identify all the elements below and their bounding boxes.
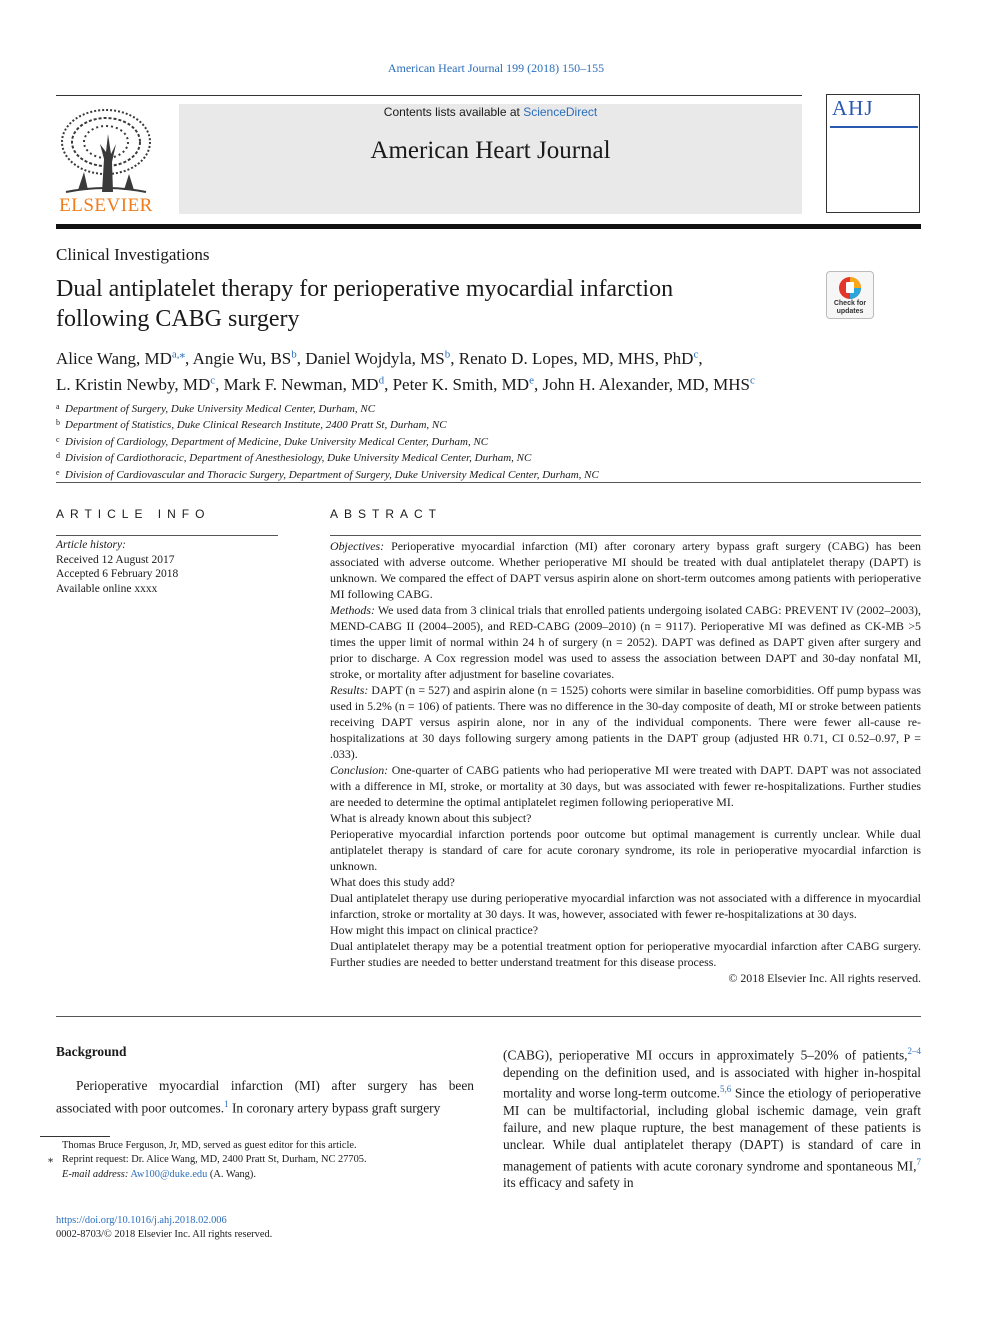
highlight-answer: Dual antiplatelet therapy may be a potential treatment option for perioperative myocardial infarction after CABG surgery. Further studies are needed to better understand treatment for this disease process. — [330, 939, 921, 969]
author: Alice Wang, $MD^{a,⁎}$, — [56, 348, 193, 368]
divider — [56, 535, 278, 536]
highlight-question: What does this study add? — [330, 875, 455, 889]
highlight-answer: Dual antiplatelet therapy use during perioperative myocardial infarction was not associated with a difference in myocardial infarction, stroke or mortality at 30 days. It was, however, associated with fewer re-hospitalizations at 30 days. — [330, 891, 921, 921]
affiliation: e Division of Cardiovascular and Thoracic Surgery, Department of Surgery, Duke University Medical Center, Durham, NC — [56, 467, 599, 481]
abstract-body — [330, 538, 921, 986]
crossmark-icon — [837, 275, 863, 301]
abstract-heading: ABSTRACT — [330, 507, 443, 521]
email-link[interactable]: Aw100@duke.edu — [130, 1168, 208, 1180]
highlight-question: What is already known about this subject? — [330, 811, 532, 825]
citation-link[interactable]: 7 — [916, 1156, 921, 1167]
header-top-rule — [56, 95, 802, 96]
body-column-right: (CABG), perioperative MI occurs in approximately 5–20% of patients,$^{2-4}$ depending on the definition used, and is associated with higher in-hospital mortality and worse long-term outcome.$^{5,6}$ Since the etiology of perioperative MI can be multifactorial, including global ischemic damage, vein graft failure, and new plaque rupture, the best management of these patients is unclear. While dual antiplatelet therapy (DAPT) is standard of care in management of patients with acute coronary syndrome and spontaneous MI,$^7$ its efficacy and safety in — [503, 1046, 921, 1191]
author-list — [56, 343, 896, 396]
article-title: Dual antiplatelet therapy for perioperative myocardial infarction following CABG surgery — [56, 276, 674, 332]
contents-line — [179, 105, 802, 119]
background-heading: Background — [56, 1044, 127, 1059]
author: Mark F. Newman, $MD^d$, — [223, 374, 393, 395]
author: John H. Alexander, MD, MHS$^c$ — [542, 374, 755, 395]
author: Peter K. Smith, MDe, — [392, 374, 543, 395]
accepted-date: Accepted 6 February 2018 — [56, 568, 179, 580]
history-label: Article history: — [56, 539, 126, 551]
abstract-objectives: Objectives: Perioperative myocardial infarction (MI) after coronary artery bypass graft surgery (CABG) has been associated with adverse outcome. Whether perioperative MI should be treated with dual antiplatelet therapy (DAPT) is unknown. We compared the effect of DAPT versus aspirin alone on short-term outcomes among patients with perioperative MI following CABG. — [330, 539, 921, 601]
footnote-reprint: ⁎ Reprint request: Dr. Alice Wang, MD, 2400 Pratt St, Durham, NC 27705. — [48, 1154, 367, 1166]
affiliation: c Division of Cardiology, Department of Medicine, Duke University Medical Center, Durham, NC — [56, 434, 489, 448]
received-date: Received 12 August 2017 — [56, 553, 175, 566]
section-label: Clinical Investigations — [56, 245, 210, 264]
footnote-rule — [40, 1136, 110, 1137]
contents-prefix: Contents lists available at — [383, 105, 524, 119]
affiliations — [56, 400, 916, 482]
divider — [330, 535, 921, 536]
author: Daniel Wojdyla, $MS^b$, — [305, 348, 459, 368]
cover-rule — [830, 126, 918, 128]
author: Angie Wu, $BS^b$, — [192, 348, 306, 368]
abstract-results: Results: DAPT (n = 527) and aspirin alone (n = 1525) cohorts were similar in baseline comorbidities. Off pump bypass was used in 5.2% (n = 106) of patients. There was no difference in the 30-day composite of death, MI or stroke between patients receiving DAPT versus aspirin alone, nor in any of the individual components. There were fewer all-cause re-hospitalizations at 30 days following surgery among patients in the DAPT group (adjusted HR 0.71, CI 0.52–0.97, P = .033). — [330, 683, 921, 761]
header-thick-rule — [56, 224, 921, 229]
highlight-answer: Perioperative myocardial infarction portends poor outcome but optimal management is currently unclear. While dual antiplatelet therapy is standard of care for acute coronary syndrome, its role in perioperative myocardial infarction is unknown. — [330, 827, 921, 873]
affiliation: d Division of Cardiothoracic, Department of Anesthesiology, Duke University Medical Center, Durham, NC — [56, 451, 532, 465]
citation-link[interactable]: 1 — [224, 1099, 229, 1109]
article-info-heading: ARTICLE INFO — [56, 507, 211, 521]
author: L. Kristin Newby, $MD^c$, — [56, 374, 224, 395]
doi-link[interactable]: https://doi.org/10.1016/j.ahj.2018.02.006 — [56, 1215, 227, 1226]
journal-name[interactable]: American Heart Journal — [370, 137, 611, 164]
abstract-copyright: © 2018 Elsevier Inc. All rights reserved. — [728, 971, 921, 985]
divider — [56, 482, 921, 483]
issn-copyright: 0002-8703/© 2018 Elsevier Inc. All rights reserved. — [56, 1229, 273, 1241]
highlight-question: How might this impact on clinical practice? — [330, 923, 539, 937]
footnotes — [48, 1139, 478, 1182]
journal-citation-link[interactable]: American Heart Journal 199 (2018) 150–155 — [387, 61, 605, 75]
citation-link[interactable]: 2–4 — [907, 1046, 921, 1056]
citation-link[interactable]: 5,6 — [720, 1084, 732, 1095]
divider — [56, 1016, 921, 1017]
author: Renato D. Lopes, MD, MHS, PhD$^c$, — [458, 348, 703, 368]
affiliation: b Department of Statistics, Duke Clinical Research Institute, 2400 Pratt St, Durham, NC — [56, 418, 447, 432]
abstract-methods: Methods: We used data from 3 clinical trials that enrolled patients undergoing isolated CABG: PREVENT IV (2002–2003), MEND-CABG II (2004–2005), and RED-CABG (2009–2010) (n = 9117). Perioperative MI was defined as CK-MB >5 times the upper limit of normal within 24 h of surgery (n = 2052). DAPT was defined as DAPT given after surgery and prior to discharge. A Cox regression model was used to assess the association between DAPT and 30-day nonfatal MI, stroke, or mortality after adjustment for baseline covariates. — [330, 603, 921, 681]
body-column-left — [56, 1043, 474, 1117]
cover-abbrev: AHJ — [832, 96, 874, 120]
online-date: Available online xxxx — [56, 582, 158, 595]
elsevier-wordmark: ELSEVIER — [59, 195, 153, 216]
article-history — [56, 538, 178, 596]
body-paragraph: Perioperative myocardial infarction (MI) after surgery has been associated with poor outcomes.$^1$ In coronary artery bypass graft surgery — [56, 1078, 474, 1116]
crossmark-label: Check for updates — [833, 300, 867, 315]
check-for-updates-button[interactable] — [826, 271, 874, 319]
sciencedirect-link[interactable]: ScienceDirect — [523, 105, 598, 119]
footnote-editor: Thomas Bruce Ferguson, Jr, MD, served as guest editor for this article. — [62, 1140, 357, 1151]
abstract-conclusion: Conclusion: One-quarter of CABG patients who had perioperative MI were treated with DAPT. DAPT was not associated with a difference in MI, stroke, or mortality at 30 days, but was associated with fewer re-hospitalizations. Further studies are needed to determine the optimal antiplatelet regimen following perioperative MI. — [330, 763, 921, 809]
doi-block — [56, 1214, 272, 1243]
footnote-email: E-mail address: Aw100@duke.edu (A. Wang). — [62, 1168, 256, 1180]
affiliation: a Department of Surgery, Duke University Medical Center, Durham, NC — [56, 402, 376, 415]
